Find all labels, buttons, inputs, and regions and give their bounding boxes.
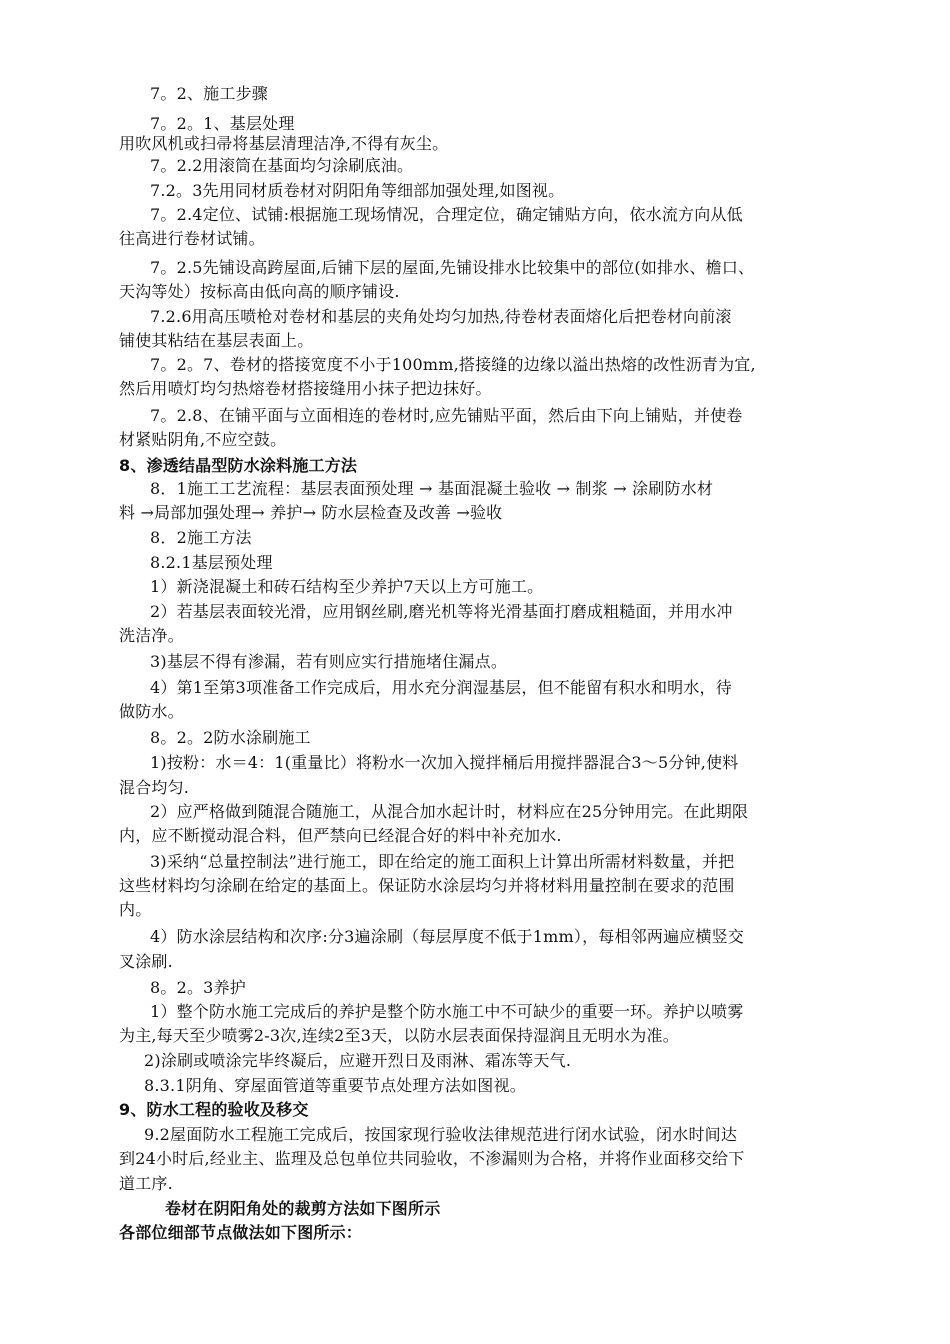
text-line: 到24小时后,经业主、监理及总包单位共同验收，不渗漏则为合格，并将作业面移交给下	[119, 1149, 745, 1168]
text-line: 7。2.2用滚筒在基面均匀涂刷底油。	[150, 156, 414, 175]
text-line: 7。2.8、在铺平面与立面相连的卷材时,应先铺贴平面，然后由下向上铺贴，并使卷	[150, 406, 743, 425]
text-line: 8．2施工方法	[150, 528, 252, 547]
text-line: 3)基层不得有渗漏，若有则应实行措施堵住漏点。	[150, 652, 508, 671]
text-line: 9.2屋面防水工程施工完成后，按国家现行验收法律规范进行闭水试验，闭水时间达	[144, 1125, 738, 1144]
text-line: 叉涂刷.	[119, 952, 173, 971]
text-line: 用吹风机或扫帚将基层清理洁净,不得有灰尘。	[119, 134, 449, 153]
text-line: 然后用喷灯均匀热熔卷材搭接缝用小抹子把边抹好。	[119, 379, 492, 398]
text-line: 铺使其粘结在基层表面上。	[119, 331, 314, 350]
text-line: 7。2.5先铺设高跨屋面,后铺下层的屋面,先铺设排水比较集中的部位(如排水、檐口、	[150, 258, 755, 277]
text-line: 8．1施工工艺流程：基层表面预处理 → 基面混凝土验收 → 制浆 → 涂刷防水材	[150, 479, 714, 498]
text-line: 料 →局部加强处理→ 养护→ 防水层检查及改善 →验收	[119, 503, 503, 522]
text-line: 1)按粉：水＝4：1(重量比）将粉水一次加入搅拌桶后用搅拌器混合3～5分钟,使料	[150, 753, 739, 772]
text-line: 7.2。3先用同材质卷材对阴阳角等细部加强处理,如图视。	[150, 181, 565, 200]
text-line: 8.3.1阴角、穿屋面管道等重要节点处理方法如图视。	[144, 1076, 526, 1095]
text-line: 4）第1至第3项准备工作完成后，用水充分润湿基层，但不能留有积水和明水，待	[150, 678, 732, 697]
text-line: 混合均匀.	[119, 778, 190, 797]
text-line: 7。2。1、基层处理	[150, 114, 295, 133]
text-line: 7.2.6用高压喷枪对卷材和基层的夹角处均匀加热,待卷材表面熔化后把卷材向前滚	[150, 307, 732, 326]
text-line: 为主,每天至少喷雾2-3次,连续2至3天，以防水层表面保持湿润且无明水为准。	[119, 1026, 679, 1045]
text-line: 1）整个防水施工完成后的养护是整个防水施工中不可缺少的重要一环。养护以喷雾	[150, 1002, 744, 1021]
text-line: 7。2.4定位、试铺:根据施工现场情况，合理定位，确定铺贴方向，依水流方向从低	[150, 205, 743, 224]
text-line: 1）新浇混凝土和砖石结构至少养护7天以上方可施工。	[150, 577, 544, 596]
text-line: 8。2。3养护	[150, 978, 246, 997]
text-line: 8。2。2防水涂刷施工	[150, 728, 311, 747]
text-line: 内。	[119, 900, 152, 919]
text-line: 这些材料均匀涂刷在给定的基面上。保证防水涂层均匀并将材料用量控制在要求的范围	[119, 876, 735, 895]
text-line: 4）防水涂层结构和次序:分3遍涂刷（每层厚度不低于1mm），每相邻两遍应横竖交	[150, 927, 745, 946]
text-line: 道工序.	[119, 1174, 173, 1193]
text-line: 8.2.1基层预处理	[150, 553, 273, 572]
text-line: 2)涂刷或喷涂完毕终凝后，应避开烈日及雨淋、霜冻等天气.	[144, 1051, 572, 1070]
text-line: 7。2、施工步骤	[150, 84, 268, 103]
text-line: 内，应不断搅动混合料，但严禁向已经混合好的料中补充加水.	[119, 826, 562, 845]
figure-caption: 各部位细部节点做法如下图所示：	[119, 1223, 363, 1242]
text-line: 往高进行卷材试铺。	[119, 229, 265, 248]
figure-caption: 卷材在阴阳角处的裁剪方法如下图所示	[165, 1199, 441, 1218]
text-line: 3)采纳“总量控制法”进行施工，即在给定的施工面积上计算出所需材料数量，并把	[150, 852, 735, 871]
section-heading: 8、渗透结晶型防水涂料施工方法	[119, 456, 358, 475]
text-line: 做防水。	[119, 702, 184, 721]
text-line: 洗洁净。	[119, 626, 184, 645]
text-line: 7。2。7、卷材的搭接宽度不小于100mm,搭接缝的边缘以溢出热熔的改性沥青为宜,	[150, 355, 756, 374]
text-line: 天沟等处）按标高由低向高的顺序铺设.	[119, 282, 400, 301]
text-line: 2）应严格做到随混合随施工，从混合加水起计时，材料应在25分钟用完。在此期限	[150, 802, 749, 821]
text-line: 材紧贴阴角,不应空鼓。	[119, 430, 287, 449]
text-line: 2）若基层表面较光滑，应用钢丝刷,磨光机等将光滑基面打磨成粗糙面，并用水冲	[150, 602, 733, 621]
section-heading: 9、防水工程的验收及移交	[119, 1100, 309, 1119]
